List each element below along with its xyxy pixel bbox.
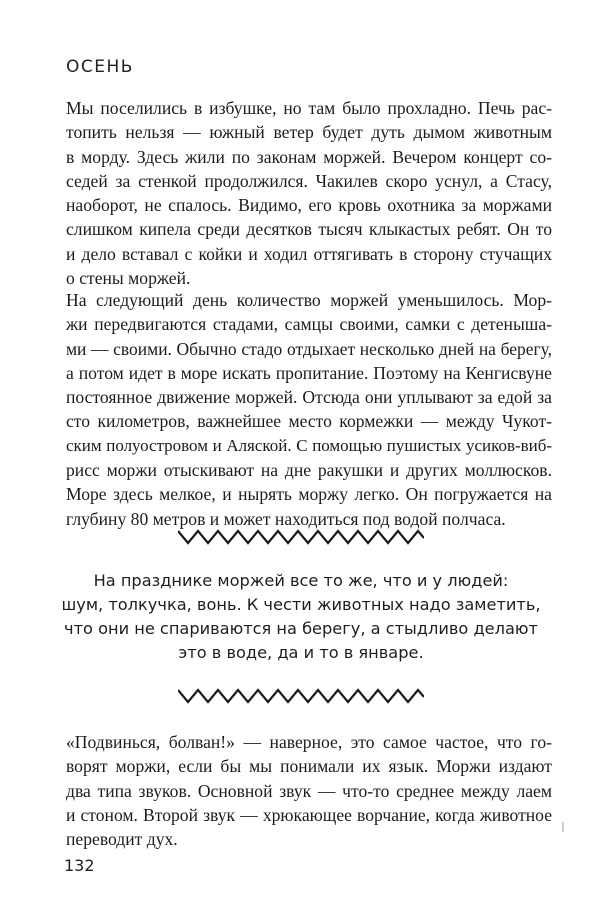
text-line: рисс моржи отыскивают на дне ракушки и других моллюсков. xyxy=(66,460,552,481)
text-line: глубину 80 метров и может находиться под водой полчаса. xyxy=(66,508,506,529)
text-line: постоянное движение моржей. Отсюда они уплывают за едой за xyxy=(66,387,552,408)
paragraph-2 xyxy=(66,288,552,531)
text-line: наоборот, не спалось. Видимо, его кровь охотника за моржами xyxy=(66,195,552,216)
text-line: а потом идет в море искать пропитание. Поэтому на Кенгисвуне xyxy=(66,362,552,383)
text-line: ским полуостровом и Аляской. С помощью пушистых усиков-виб- xyxy=(66,435,552,455)
text-line: топить нельзя — южный ветер будет дуть дымом животным xyxy=(66,122,552,143)
zigzag-divider-bottom xyxy=(178,686,424,706)
scan-mark xyxy=(562,822,564,832)
paragraph-1 xyxy=(66,96,552,290)
pull-quote xyxy=(60,569,542,665)
text-line: сто километров, важнейшее место кормежки — между Чукот- xyxy=(66,411,552,432)
text-line: На следующий день количество моржей уменьшилось. Мор- xyxy=(66,290,552,310)
text-line: жи передвигаются стадами, самцы своими, самки с детеныша- xyxy=(66,314,552,335)
quote-line: это в воде, да и то в январе. xyxy=(178,643,424,662)
running-header: ОСЕНЬ xyxy=(66,57,134,77)
quote-line: На празднике моржей все то же, что и у людей: xyxy=(93,571,509,590)
text-line: о стены моржей. xyxy=(66,268,191,289)
text-line: «Подвинься, болван!» — наверное, это самое частое, что го- xyxy=(66,732,552,752)
zigzag-divider-top xyxy=(178,527,424,547)
page-number: 132 xyxy=(64,856,95,875)
text-line: переводит дух. xyxy=(66,829,178,850)
quote-line: шум, толкучка, вонь. К чести животных надо заметить, xyxy=(61,595,541,614)
text-line: Море здесь мелкое, и нырять моржу легко. Он погружается на xyxy=(66,484,552,505)
quote-line: что они не спариваются на берегу, а стыдливо делают xyxy=(64,619,538,638)
text-line: и стоном. Второй звук — хрюкающее ворчание, когда животное xyxy=(66,804,552,825)
text-line: ми — своими. Обычно стадо отдыхает несколько дней на берегу, xyxy=(66,338,552,359)
text-line: и дело вставал с койки и ходил оттягивать в сторону стучащих xyxy=(66,243,552,264)
text-line: Мы поселились в избушке, но там было прохладно. Печь рас- xyxy=(66,98,552,118)
text-line: ворят моржи, если бы мы понимали их язык. Моржи издают xyxy=(66,756,552,777)
text-line: два типа звуков. Основной звук — что-то среднее между лаем xyxy=(66,780,552,801)
text-line: слишком кипела среди десятков тысяч клыкастых ребят. Он то xyxy=(66,219,552,240)
paragraph-3 xyxy=(66,730,552,851)
text-line: в морду. Здесь жили по законам моржей. Вечером концерт со- xyxy=(66,146,552,167)
text-line: седей за стенкой продолжился. Чакилев скоро уснул, а Стасу, xyxy=(66,170,552,191)
